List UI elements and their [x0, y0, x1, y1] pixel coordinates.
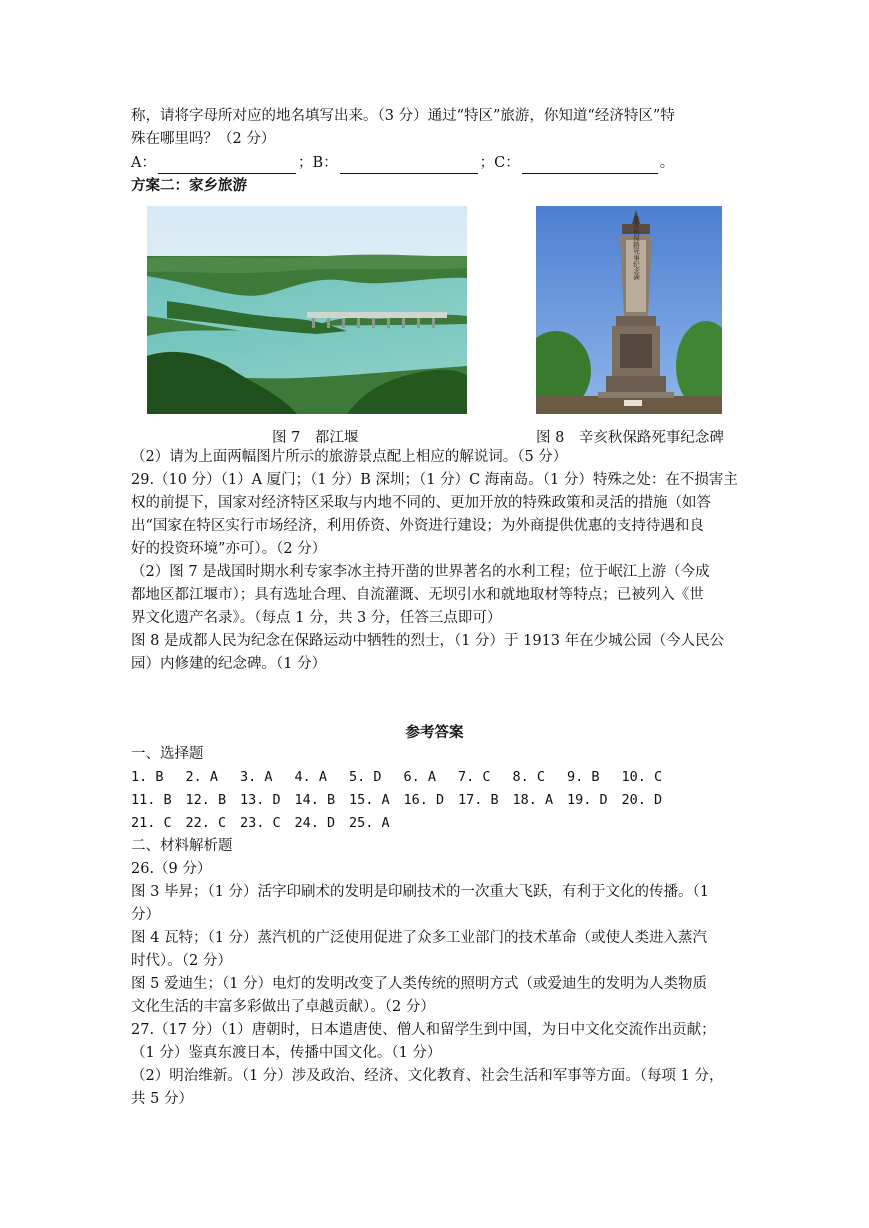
answer-line: 共 5 分） — [131, 1091, 193, 1107]
mc-answer: 2. A — [185, 769, 219, 785]
question-line-2: 殊在哪里吗？（2 分） — [131, 131, 276, 147]
fig8-caption: 图 8 辛亥秋保路死事纪念碑 — [536, 430, 724, 446]
blank-a-label: A： — [131, 155, 156, 171]
blank-end: 。 — [659, 155, 675, 171]
mc-answer: 16. D — [403, 792, 445, 808]
mc-answer: 22. C — [185, 815, 227, 831]
mc-answer: 17. B — [458, 792, 499, 808]
answer-line: 图 4 瓦特；（1 分）蒸汽机的广泛使用促进了众多工业部门的技术革命（或使人类进入蒸汽 — [131, 930, 708, 946]
mc-row-2 — [131, 789, 676, 811]
mc-answer: 8. C — [512, 769, 546, 785]
plan2-heading: 方案二：家乡旅游 — [131, 177, 247, 194]
mc-answer: 25. A — [349, 815, 390, 831]
mc-row-3 — [131, 812, 404, 834]
fill-blank-row — [131, 152, 674, 174]
monument-inscription: 辛亥秋保路死事纪念碑 — [632, 215, 640, 281]
mc-answer: 6. A — [403, 769, 437, 785]
answer29-line: 园）内修建的纪念碑。（1 分） — [131, 656, 327, 672]
blank-b-label: ；B： — [297, 155, 338, 171]
answer-line: 时代）。（2 分） — [131, 953, 232, 969]
question-2: （2）请为上面两幅图片所示的旅游景点配上相应的解说词。（5 分） — [131, 449, 568, 465]
answer29-line: 界文化遗产名录》。（每点 1 分，共 3 分，任答三点即可） — [131, 610, 502, 626]
answer-line: 图 3 毕昇；（1 分）活字印刷术的发明是印刷技术的一次重大飞跃，有利于文化的传播。（1 — [131, 884, 709, 900]
monument-photo — [536, 206, 722, 414]
section1-heading: 一、选择题 — [131, 746, 204, 762]
answer-line: （2）明治维新。（1 分）涉及政治、经济、文化教育、社会生活和军事等方面。（每项 1 分， — [131, 1068, 724, 1084]
mc-answer: 24. D — [294, 815, 336, 831]
answer29-line: （2）图 7 是战国时期水利专家李冰主持开凿的世界著名的水利工程；位于岷江上游（今成 — [131, 564, 710, 580]
section2-heading: 二、材料解析题 — [131, 838, 233, 854]
mc-answer: 7. C — [458, 769, 491, 785]
reference-title: 参考答案 — [405, 724, 464, 741]
mc-answer: 21. C — [131, 815, 172, 831]
mc-answer: 13. D — [240, 792, 281, 808]
answer-line: 文化生活的丰富多彩做出了卓越贡献）。（2 分） — [131, 999, 435, 1015]
answer-line: 26.（9 分） — [131, 861, 212, 877]
blank-a-field[interactable] — [158, 157, 296, 174]
mc-answer: 12. B — [185, 792, 227, 808]
mc-answer: 18. A — [512, 792, 554, 808]
answer29-line: 都地区都江堰市）；具有选址合理、自流灌溉、无坝引水和就地取材等特点；已被列入《世 — [131, 587, 704, 603]
mc-answer: 19. D — [567, 792, 608, 808]
answer-line: （1 分）鉴真东渡日本，传播中国文化。（1 分） — [131, 1045, 442, 1061]
answer29-line: 权的前提下，国家对经济特区采取与内地不同的、更加开放的特殊政策和灵活的措施（如答 — [131, 495, 711, 511]
answer-line: 图 5 爱迪生；（1 分）电灯的发明改变了人类传统的照明方式（或爱迪生的发明为人类物质 — [131, 976, 708, 992]
dujiangyan-photo — [147, 206, 467, 414]
answer29-line: 出“国家在特区实行市场经济，利用侨资、外资进行建设；为外商提供优惠的支持待遇和良 — [131, 518, 704, 534]
blank-c-field[interactable] — [522, 157, 658, 174]
answer29-line: 29.（10 分）（1）A 厦门；（1 分）B 深圳；（1 分）C 海南岛。（1 分）特殊之处：在不损害主 — [131, 472, 738, 488]
mc-answer: 3. A — [240, 769, 273, 785]
mc-answer: 20. D — [621, 792, 663, 808]
mc-row-1 — [131, 766, 676, 788]
blank-b-field[interactable] — [340, 157, 478, 174]
mc-answer: 11. B — [131, 792, 172, 808]
mc-answer: 15. A — [349, 792, 390, 808]
answer-line: 分） — [131, 907, 160, 923]
mc-answer: 1. B — [131, 769, 164, 785]
mc-answer: 9. B — [567, 769, 600, 785]
mc-answer: 23. C — [240, 815, 281, 831]
fig7-caption: 图 7 都江堰 — [272, 430, 359, 446]
mc-answer: 4. A — [294, 769, 328, 785]
mc-answer: 14. B — [294, 792, 336, 808]
question-line-1: 称，请将字母所对应的地名填写出来。（3 分）通过“特区”旅游，你知道“经济特区”特 — [131, 108, 675, 124]
answer29-line: 好的投资环境”亦可）。（2 分） — [131, 541, 327, 557]
answer29-line: 图 8 是成都人民为纪念在保路运动中牺牲的烈士，（1 分）于 1913 年在少城公园（今人民公 — [131, 633, 725, 649]
blank-c-label: ；C： — [479, 155, 520, 171]
mc-answer: 5. D — [349, 769, 382, 785]
mc-answer: 10. C — [621, 769, 663, 785]
answer-line: 27.（17 分）（1）唐朝时，日本遣唐使、僧人和留学生到中国，为日中文化交流作出贡献； — [131, 1022, 716, 1038]
